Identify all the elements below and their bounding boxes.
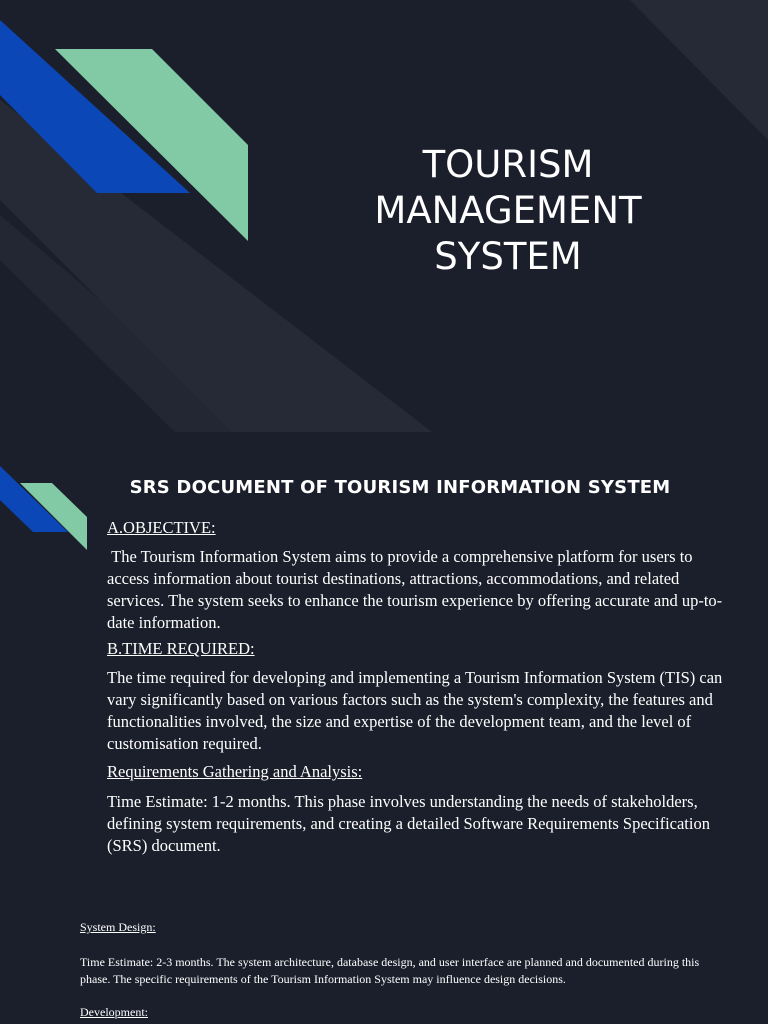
objective-label: A.OBJECTIVE: <box>107 518 216 537</box>
cover-title-line-3: SYSTEM <box>434 235 582 278</box>
time-required-label: B.TIME REQUIRED: <box>107 639 255 658</box>
cover-shadow-top-right <box>630 0 768 140</box>
cover-slide <box>0 0 768 432</box>
system-design-text: Time Estimate: 2-3 months. The system architecture, database design, and user interface are planned and documented during this phase. The specific requirements of the Tourism Information System may influence design decisions. <box>80 955 700 986</box>
cover-title-line-1: TOURISM <box>422 143 594 186</box>
time-required-text: The time required for developing and implementing a Tourism Information System (TIS) can vary significantly based on various factors such as the system's complexity, the features and functionalities involved, the size and expertise of the development team, and the level of customisation required. <box>107 668 723 753</box>
cover-title-line-2: MANAGEMENT <box>374 189 642 232</box>
development-label: Development: <box>80 1005 148 1019</box>
cover-title <box>340 142 676 280</box>
objective-text: The Tourism Information System aims to provide a comprehensive platform for users to access information about tourist destinations, attractions, accommodations, and related services. The system seeks to enhance the tourism experience by offering accurate and up-to-date information. <box>107 547 723 632</box>
requirements-text: Time Estimate: 1-2 months. This phase involves understanding the needs of stakeholders, defining system requirements, and creating a detailed Software Requirements Specification (SRS) document. <box>107 792 710 855</box>
requirements-label: Requirements Gathering and Analysis: <box>107 762 363 781</box>
document-heading: SRS DOCUMENT OF TOURISM INFORMATION SYSTEM <box>129 477 671 498</box>
system-design-label: System Design: <box>80 920 156 934</box>
document-slide <box>0 432 768 1024</box>
